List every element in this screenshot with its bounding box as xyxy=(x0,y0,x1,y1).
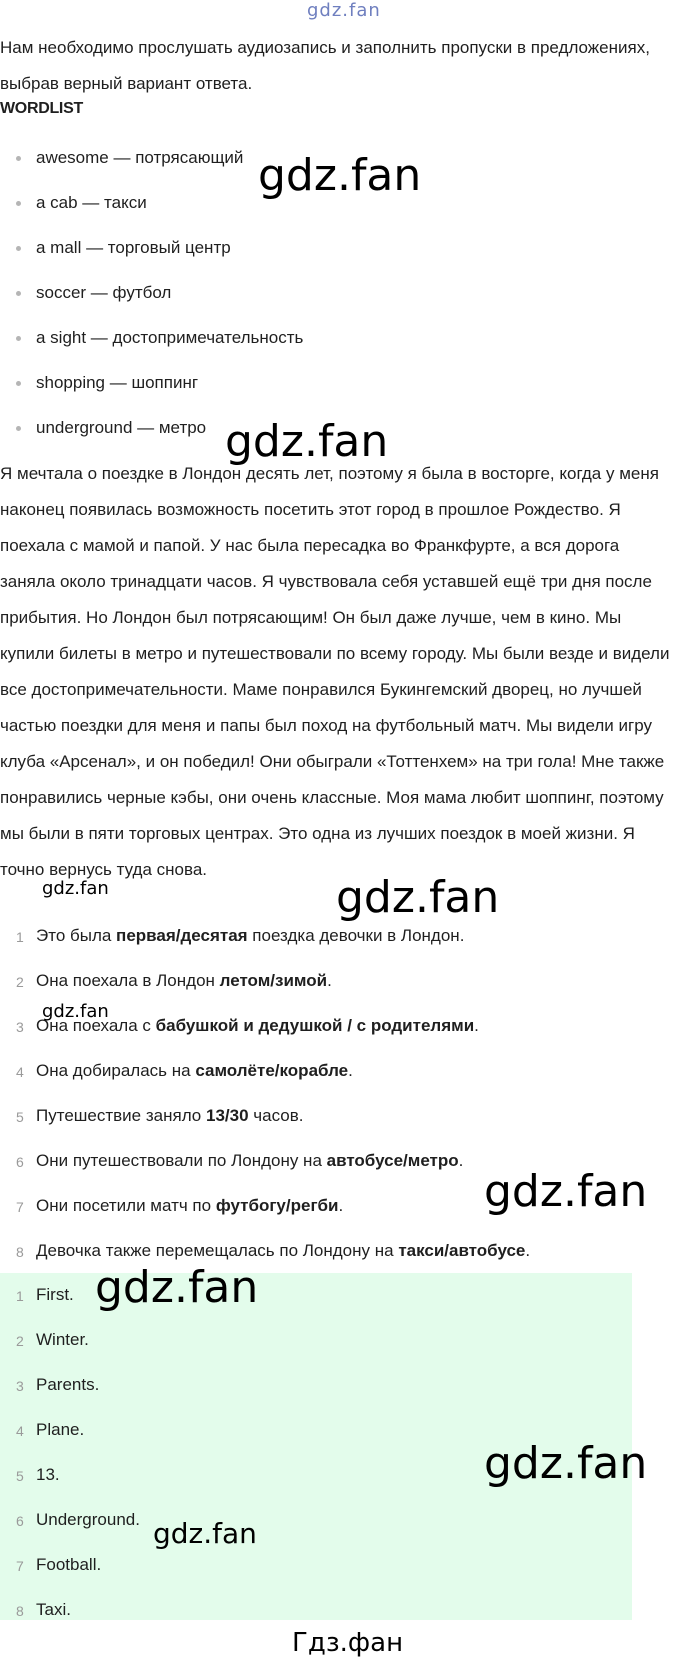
watermark: gdz.fan xyxy=(95,1262,259,1313)
watermark: gdz.fan xyxy=(225,416,389,467)
watermark: gdz.fan xyxy=(258,150,422,201)
watermark: gdz.fan xyxy=(336,872,500,923)
bullet-icon xyxy=(16,381,21,386)
story-text: Я мечтала о поездке в Лондон десять лет, поэтому я была в восторге, когда у меня наконец появилась возможность посетить этот город в прошлое Рождество. Я поехала с мамой и папой. У нас была пересадка во Франкфурте, а вся дорога заняла около тринадцати часов. Я чувствовала себя уставшей ещё три дня после прибытия. Но Лондон был потрясающим! Он был даже лучше, чем в кино. Мы купили билеты в метро и путешествовали по всему городу. Мы были везде и видели все достопримечательности. Маме понравился Букингемский дворец, но лучшей частью поездки для меня и папы был поход на футбольный матч. Мы видели игру клуба «Арсенал», и он победил! Они обыграли «Тоттенхем» на три гола! Мне также понравились черные кэбы, они очень классные. Моя мама любит шоппинг, поэтому мы были в пяти торговых центрах. Это одна из лучших поездок в моей жизни. Я точно вернусь туда снова. xyxy=(0,464,670,879)
watermark: gdz.fan xyxy=(42,1001,109,1022)
answer-item: 6 Underground. xyxy=(16,1510,140,1529)
question-item: 7 Они посетили матч по футбогу/регби. xyxy=(16,1196,344,1215)
wordlist-item: soccer — футбол xyxy=(0,281,303,326)
question-item: 2 Она поехала в Лондон летом/зимой. xyxy=(16,971,332,990)
question-item: 6 Они путешествовали по Лондону на автобусе/метро. xyxy=(16,1151,464,1170)
answer-item: 4 Plane. xyxy=(16,1420,85,1439)
watermark: gdz.fan xyxy=(42,878,109,899)
watermark: gdz.fan xyxy=(484,1166,648,1217)
watermark-top: gdz.fan xyxy=(307,0,381,21)
watermark: gdz.fan xyxy=(484,1438,648,1489)
wordlist-item: awesome — потрясающий xyxy=(0,146,303,191)
bullet-icon xyxy=(16,246,21,251)
answer-item: 3 Parents. xyxy=(16,1375,100,1394)
wordlist-item: shopping — шоппинг xyxy=(0,371,303,416)
answer-item: 5 13. xyxy=(16,1465,60,1484)
bullet-icon xyxy=(16,291,21,296)
question-item: 3 Она поехала с бабушкой и дедушкой / с родителями. xyxy=(16,1016,479,1035)
answer-item: 2 Winter. xyxy=(16,1330,89,1349)
question-item: 1 Это была первая/десятая поездка девочки в Лондон. xyxy=(16,926,465,945)
bullet-icon xyxy=(16,156,21,161)
question-item: 5 Путешествие заняло 13/30 часов. xyxy=(16,1106,304,1125)
wordlist-item: a mall — торговый центр xyxy=(0,236,303,281)
answer-item: 1 First. xyxy=(16,1285,74,1304)
question-item: 4 Она добиралась на самолёте/корабле. xyxy=(16,1061,353,1080)
task-intro: Нам необходимо прослушать аудиозапись и заполнить пропуски в предложениях, выбрав верный вариант ответа. xyxy=(0,38,650,93)
question-item: 8 Девочка также перемещалась по Лондону на такси/автобусе. xyxy=(16,1241,531,1260)
answers-list xyxy=(0,1283,140,1643)
wordlist-heading: WORDLIST xyxy=(0,100,83,117)
answer-item: 8 Taxi. xyxy=(16,1600,71,1619)
watermark: gdz.fan xyxy=(153,1517,257,1550)
wordlist-item: a cab — такси xyxy=(0,191,303,236)
questions-list xyxy=(0,924,530,1284)
bullet-icon xyxy=(16,336,21,341)
answer-item: 7 Football. xyxy=(16,1555,102,1574)
bullet-icon xyxy=(16,426,21,431)
bullet-icon xyxy=(16,201,21,206)
wordlist-item: underground — метро xyxy=(0,416,303,461)
wordlist-item: a sight — достопримечательность xyxy=(0,326,303,371)
watermark-bottom: Гдз.фан xyxy=(292,1628,404,1658)
